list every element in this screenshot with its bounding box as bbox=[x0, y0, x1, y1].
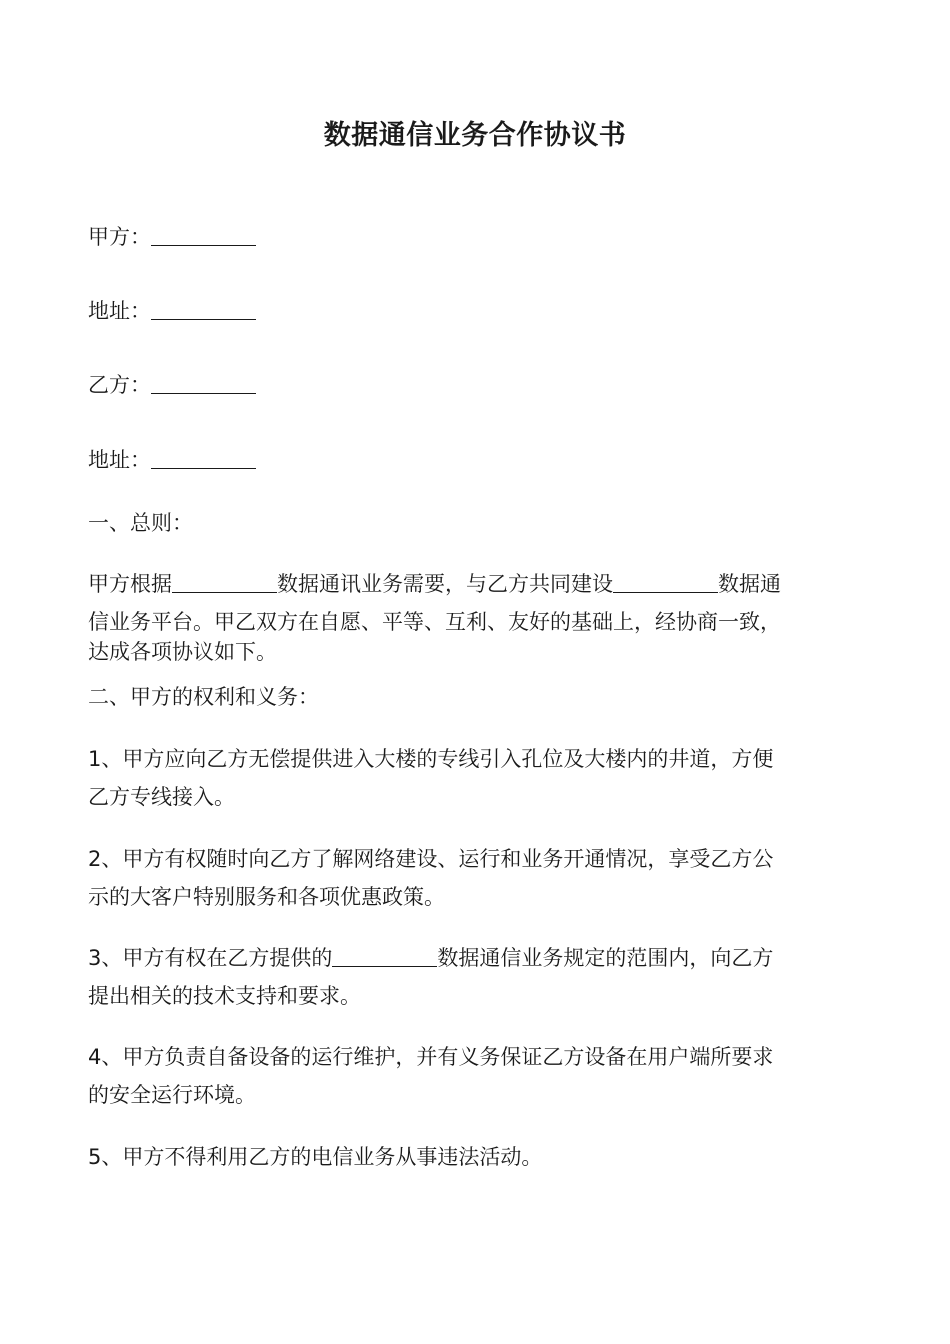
party-a-address-line bbox=[88, 296, 256, 326]
section2-heading: 二、甲方的权利和义务： bbox=[88, 685, 319, 709]
item1-line1: 1、甲方应向乙方无偿提供进入大楼的专线引入孔位及大楼内的井道，方便 bbox=[88, 747, 774, 771]
item4-line1: 4、甲方负责自备设备的运行维护，并有义务保证乙方设备在用户端所要求 bbox=[88, 1045, 774, 1069]
section1-paragraph-line3: 达成各项协议如下。 bbox=[88, 640, 277, 664]
section1-blank1 bbox=[172, 570, 277, 593]
section1-text-seg1: 甲方根据 bbox=[88, 572, 172, 596]
item1-line2: 乙方专线接入。 bbox=[88, 785, 235, 809]
party-b-label: 乙方： bbox=[88, 373, 151, 397]
party-b-address-label: 地址： bbox=[88, 448, 151, 472]
section1-paragraph-line2: 信业务平台。甲乙双方在自愿、平等、互利、友好的基础上，经协商一致， bbox=[88, 610, 781, 634]
party-a-blank bbox=[151, 223, 256, 246]
party-a-address-blank bbox=[151, 297, 256, 320]
item2-line1: 2、甲方有权随时向乙方了解网络建设、运行和业务开通情况，享受乙方公 bbox=[88, 847, 774, 871]
section1-text-seg2: 数据通讯业务需要，与乙方共同建设 bbox=[277, 572, 613, 596]
item4-line2: 的安全运行环境。 bbox=[88, 1083, 256, 1107]
document-title: 数据通信业务合作协议书 bbox=[323, 120, 627, 151]
item3-line1 bbox=[88, 939, 878, 977]
item3-blank bbox=[332, 944, 437, 967]
item2-line2: 示的大客户特别服务和各项优惠政策。 bbox=[88, 885, 445, 909]
item3-line2: 提出相关的技术支持和要求。 bbox=[88, 984, 361, 1008]
item3-text-seg1: 3、甲方有权在乙方提供的 bbox=[88, 946, 333, 970]
party-b-address-line bbox=[88, 445, 256, 475]
section1-paragraph-line1 bbox=[88, 565, 878, 603]
party-b-address-blank bbox=[151, 446, 256, 469]
item3-text-seg2: 数据通信业务规定的范围内，向乙方 bbox=[437, 946, 774, 970]
item4-paragraph bbox=[88, 1038, 878, 1114]
party-a-label: 甲方： bbox=[88, 225, 151, 249]
party-b-blank bbox=[151, 371, 256, 394]
section1-blank2 bbox=[613, 570, 718, 593]
item1-paragraph bbox=[88, 740, 878, 816]
item5-paragraph bbox=[88, 1138, 878, 1176]
item5-line1: 5、甲方不得利用乙方的电信业务从事违法活动。 bbox=[88, 1145, 543, 1169]
section1-text-seg3: 数据通 bbox=[718, 572, 781, 596]
party-a-line bbox=[88, 222, 256, 252]
party-b-line bbox=[88, 370, 256, 400]
section1-paragraph bbox=[88, 565, 878, 663]
item3-paragraph bbox=[88, 939, 878, 1015]
section1-heading: 一、总则： bbox=[88, 511, 193, 535]
party-a-address-label: 地址： bbox=[88, 299, 151, 323]
item2-paragraph bbox=[88, 840, 878, 916]
